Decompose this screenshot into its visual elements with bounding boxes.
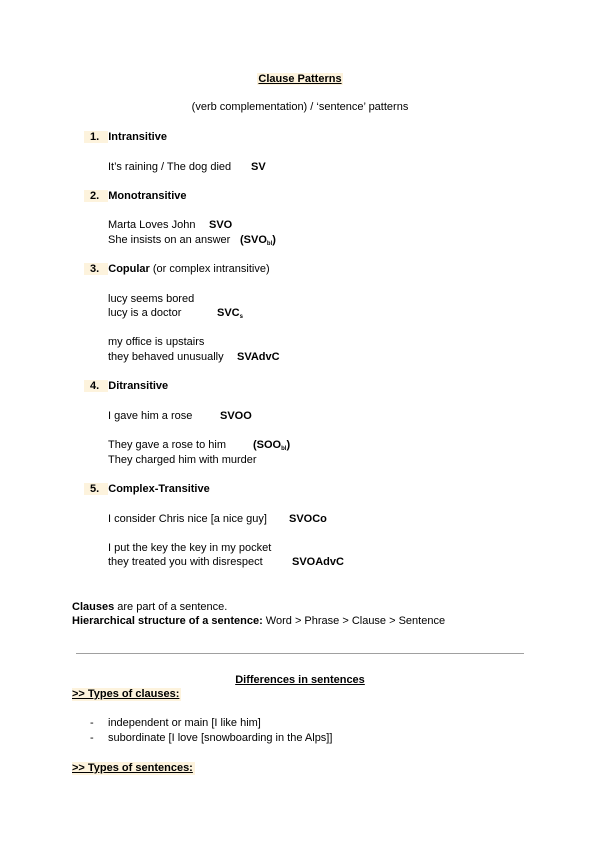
pattern-note: (or complex intransitive) — [152, 263, 270, 275]
pattern-heading-5 — [84, 483, 210, 496]
pattern-1-code-1: SV — [251, 161, 266, 173]
pattern-5-example-3: they treated you with disrespect — [108, 556, 263, 568]
pattern-number: 3. — [84, 263, 101, 275]
pattern-5-example-1: I consider Chris nice [a nice guy] — [108, 513, 267, 525]
pattern-heading-3 — [84, 263, 270, 276]
pattern-2-code-1: SVO — [209, 219, 233, 231]
bullet-icon: - — [90, 717, 94, 729]
pattern-3-example-1: lucy seems bored — [108, 293, 195, 305]
hierarchy-definition: Hierarchical structure of a sentence: Word > Phrase > Clause > Sentence — [72, 615, 446, 627]
pattern-4-example-3: They charged him with murder — [108, 454, 257, 466]
pattern-number: 1. — [84, 131, 101, 143]
pattern-number: 5. — [84, 483, 101, 495]
pattern-heading-1 — [84, 131, 167, 144]
document-title — [0, 73, 600, 86]
pattern-number: 4. — [84, 380, 101, 392]
pattern-heading-4 — [84, 380, 168, 393]
list-item: independent or main [I like him] — [108, 717, 261, 729]
pattern-4-example-1: I gave him a rose — [108, 410, 193, 422]
document-subtitle: (verb complementation) / ‘sentence’ patterns — [191, 101, 409, 113]
pattern-1-example-1: It’s raining / The dog died — [108, 161, 232, 173]
section2-title: Differences in sentences — [235, 674, 365, 686]
pattern-5-code-1: SVOCo — [289, 513, 327, 525]
pattern-3-example-3: my office is upstairs — [108, 336, 205, 348]
pattern-5-example-2: I put the key the key in my pocket — [108, 542, 272, 554]
pattern-3-example-4: they behaved unusually — [108, 351, 224, 363]
pattern-4-code-2: $(SOO_{bl})$ — [253, 439, 291, 452]
pattern-name: Copular — [108, 263, 150, 275]
pattern-4-code-1: SVOO — [220, 410, 252, 422]
list-item: subordinate [I love [snowboarding in the Alps]] — [108, 732, 333, 744]
pattern-name: Monotransitive — [108, 190, 187, 202]
pattern-name: Complex-Transitive — [108, 483, 210, 495]
section-divider — [76, 653, 524, 654]
pattern-5-code-3: SVOAdvC — [292, 556, 344, 568]
pattern-2-example-1: Marta Loves John — [108, 219, 196, 231]
pattern-3-code-2: $SVC_s$ — [217, 307, 243, 320]
types-of-sentences-heading: >> Types of sentences: — [72, 762, 193, 774]
pattern-name: Intransitive — [108, 131, 167, 143]
pattern-name: Ditransitive — [108, 380, 169, 392]
pattern-3-example-2: lucy is a doctor — [108, 307, 182, 319]
pattern-2-example-2: She insists on an answer — [108, 234, 231, 246]
pattern-heading-2 — [84, 190, 186, 203]
types-of-clauses-heading: >> Types of clauses: — [72, 688, 180, 700]
pattern-4-example-2: They gave a rose to him — [108, 439, 227, 451]
pattern-number: 2. — [84, 190, 101, 202]
clauses-definition: Clauses are part of a sentence. — [72, 601, 228, 613]
pattern-2-code-2: $(SVO_{bl})$ — [240, 234, 276, 247]
pattern-3-code-4: SVAdvC — [237, 351, 280, 363]
title-text: Clause Patterns — [258, 73, 342, 85]
bullet-icon: - — [90, 732, 94, 744]
